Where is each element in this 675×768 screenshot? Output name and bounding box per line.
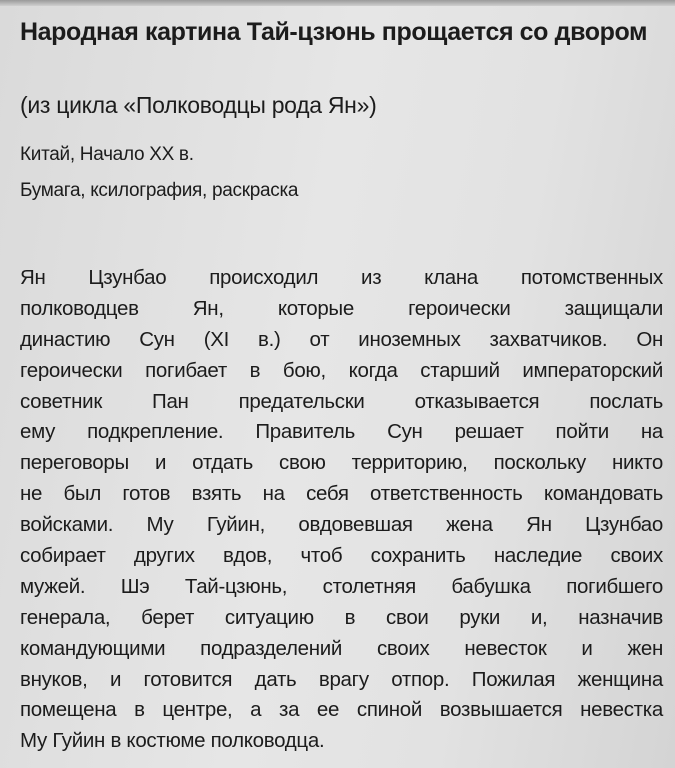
description-line: собирает других вдов, чтоб сохранить наследие своих [20,544,663,568]
description-line: помещена в центре, а за ее спиной возвышается невестка [20,698,663,722]
description-line: генерала, берет ситуацию в свои руки и, назначив [20,605,663,629]
description-line: героически погибает в бою, когда старший императорский [20,358,663,382]
description-line: войсками. Му Гуйин, овдовевшая жена Ян Цзунбао [20,513,663,537]
artwork-technique: Бумага, ксилография, раскраска [20,180,299,201]
artwork-origin: Китай, Начало XX в. [20,144,194,165]
description-line: Ян Цзунбао происходил из клана потомственных [20,266,663,289]
description-line: мужей. Шэ Тай-цзюнь, столетняя бабушка погибшего [20,574,663,598]
artwork-series: (из цикла «Полководцы рода Ян») [20,92,377,118]
description-line: внуков, и готовится дать врагу отпор. Пожилая женщина [20,667,663,691]
description-line: не был готов взять на себя ответственность командовать [20,482,663,506]
description-line: полководцев Ян, которые героически защищали [20,296,663,320]
description-line: командующими подразделений своих невесток и жен [20,636,663,660]
label-top-edge [0,0,675,6]
artwork-title: Народная картина Тай-цзюнь прощается со двором [20,18,648,46]
artwork-description [20,263,663,757]
description-line: переговоры и отдать свою территорию, поскольку никто [20,451,663,475]
description-line: советник Пан предательски отказывается послать [20,389,663,413]
description-line: династию Сун (XI в.) от иноземных захватчиков. Он [20,327,663,351]
description-line: Му Гуйин в костюме полководца. [20,729,325,753]
description-line: ему подкрепление. Правитель Сун решает пойти на [20,420,663,444]
